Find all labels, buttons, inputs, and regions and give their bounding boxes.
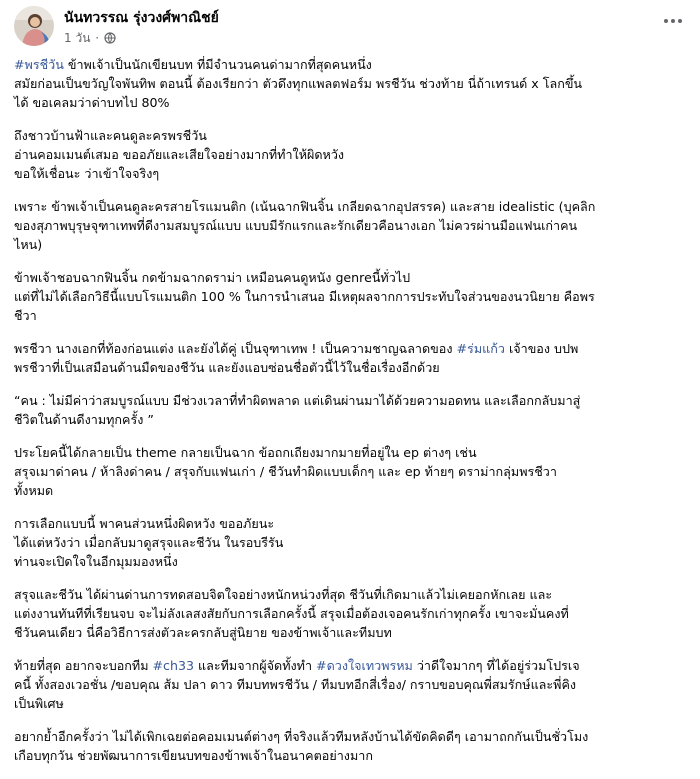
post-line (14, 391, 692, 410)
post-text: ขอให้เชื่อนะ ว่าเข้าใจจริงๆ (14, 166, 160, 181)
post-text: ไหน) (14, 237, 43, 252)
post-time[interactable]: 1 วัน (64, 31, 91, 45)
post-text: สรุจเมาด่าคน / ห้าลิงด่าคน / สรุจกับแฟนเก่า / ชีวันทำผิดแบบเด็กๆ และ ep ท้ายๆ ดราม่ากลุ่มพรชีวา (14, 464, 557, 479)
post-line (14, 235, 692, 254)
post-line (14, 93, 692, 112)
post-text: ข้าพเจ้าเป็นนักเขียนบท ที่มีจำนวนคนด่ามากที่สุดคนหนึ่ง (63, 57, 372, 72)
post-paragraph (14, 126, 692, 183)
hashtag-link[interactable]: #ดวงใจเทวพรหม (316, 658, 413, 673)
post-line (14, 552, 692, 571)
post-text: ว่าดีใจมากๆ ที่ได้อยู่ร่วมโปรเจ (412, 658, 580, 673)
post-paragraph (14, 55, 692, 112)
post-paragraph (14, 268, 692, 325)
post-text: การเลือกแบบนี้ พาคนส่วนหนึ่งผิดหวัง ขออภัยนะ (14, 516, 275, 531)
post-text: ทั้งหมด (14, 483, 54, 498)
hashtag-link[interactable]: #พรชีวัน (14, 57, 64, 72)
post-line (14, 268, 692, 287)
post-paragraph (14, 656, 692, 713)
post-text: ชีวิตในด้านดีงามทุกครั้ง ” (14, 412, 154, 427)
post-line (14, 727, 692, 746)
post-text: พรชีวาที่เป็นเสมือนด้านมืดของชีวัน และยังแอบซ่อนชื่อตัวนี้ไว้ในชื่อเรื่องอีกด้วย (14, 360, 440, 375)
post-line (14, 604, 692, 623)
hashtag-link[interactable]: #ร่มแก้ว (456, 341, 505, 356)
post-line (14, 55, 692, 74)
post-body (14, 55, 692, 779)
post-line (14, 126, 692, 145)
post-line (14, 694, 692, 713)
post-text: ประโยคนี้ได้กลายเป็น theme กลายเป็นฉาก ข้อถกเถียงมากมายที่อยู่ใน ep ต่างๆ เช่น (14, 445, 477, 460)
post-text: แต่งงานทันทีที่เรียนจบ จะไม่ลังเลสงสัยกับการเลือกครั้งนี้ สรุจเมื่อต้องเจอคนรักเก่าทุกครั้ง เขาจะมั่นคงที่ (14, 606, 569, 621)
post-line (14, 656, 692, 675)
post-line (14, 145, 692, 164)
post-line (14, 481, 692, 500)
post-text: อยากย้ำอีกครั้งว่า ไม่ได้เพิกเฉยต่อคอมเมนต์ต่างๆ ที่จริงแล้วทีมหลังบ้านได้ขัดคิดดีๆ เอามาถกกันเป็นชั่วโมง (14, 729, 589, 744)
post-line (14, 623, 692, 642)
post-line (14, 585, 692, 604)
post-text: เพราะ ข้าพเจ้าเป็นคนดูละครสายโรแมนติก (เน้นฉากฟินจิ้น เกลียดฉากอุปสรรค) และสาย idealistic (บุคลิก (14, 199, 596, 214)
post-text: ของสุภาพบุรุษจุฑาเทพที่ดีงามสมบูรณ์แบบ แบบมีรักแรกและรักเดียวคือนางเอก ไม่ควรผ่านมือแฟนเก่าคน (14, 218, 578, 233)
post-line (14, 74, 692, 93)
post-text: พรชีวา นางเอกที่ท้องก่อนแต่ง และยังได้คู่ เป็นจุฑาเทพ ! เป็นความชาญฉลาดของ (14, 341, 457, 356)
post-text: เกือบทุกวัน ช่วยพัฒนาการเขียนบทของข้าพเจ้าในอนาคตอย่างมาก (14, 748, 373, 763)
post-paragraph (14, 585, 692, 642)
post-line (14, 410, 692, 429)
post-line (14, 462, 692, 481)
post-meta (64, 30, 116, 48)
post-text: ชีวา (14, 308, 37, 323)
post-line (14, 306, 692, 325)
post-text: แต่ที่ไม่ได้เลือกวิธีนี้แบบโรแมนติก 100 % ในการนำเสนอ มีเหตุผลจากการประทับใจส่วนของนวนิยาย คือพร (14, 289, 595, 304)
post-paragraph (14, 443, 692, 500)
post-text: คนี้ ทั้งสองเวอชั่น /ขอบคุณ ส้ม ปลา ดาว ทีมบทพรชีวัน / ทีมบทอีกสี่เรื่อง/ กราบขอบคุณพี่สมรักษ์และพี่คิง (14, 677, 577, 692)
post-text: ท้ายที่สุด อยากจะบอกทีม (14, 658, 153, 673)
post-line (14, 675, 692, 694)
avatar[interactable] (14, 6, 54, 46)
post-paragraph (14, 727, 692, 765)
post-line (14, 164, 692, 183)
avatar-image (14, 6, 54, 46)
post-text: สรุจและชีวัน ได้ผ่านด่านการทดสอบจิตใจอย่างหนักหน่วงที่สุด ชีวันที่เกิดมาแล้วไม่เคยอกหักเลย และ (14, 587, 553, 602)
post-text: เป็นพิเศษ (14, 696, 64, 711)
post-text: “คน : ไม่มีค่าว่าสมบูรณ์แบบ มีช่วงเวลาที่ทำผิดพลาด แต่เดินผ่านมาได้ด้วยความอดทน และเลือกกลับมาสู่ (14, 393, 581, 408)
post-line (14, 514, 692, 533)
post-text: เจ้าของ บปพ (504, 341, 579, 356)
post-paragraph (14, 197, 692, 254)
post-paragraph (14, 339, 692, 377)
post-text: อ่านคอมเมนต์เสมอ ขออภัยและเสียใจอย่างมากที่ทำให้ผิดหวัง (14, 147, 345, 162)
post-line (14, 746, 692, 765)
post-text: และทีมจากผู้จัดทั้งทำ (193, 658, 317, 673)
author-name[interactable]: นันทวรรณ รุ่งวงศ์พาณิชย์ (64, 10, 219, 26)
post-line (14, 197, 692, 216)
post-text: ท่านจะเปิดใจในอีกมุมมองหนึ่ง (14, 554, 178, 569)
more-options-icon[interactable] (658, 10, 688, 32)
post-paragraph (14, 514, 692, 571)
post-text: ได้แต่หวังว่า เมื่อกลับมาดูสรุจและชีวัน ในรอบรีรัน (14, 535, 284, 550)
globe-icon[interactable] (104, 32, 116, 48)
post-line (14, 216, 692, 235)
post-line (14, 443, 692, 462)
post-line (14, 287, 692, 306)
post-text: สมัยก่อนเป็นขวัญใจพันทิพ ตอนนี้ ต้องเรียกว่า ตัวดึงทุกแพลตฟอร์ม พรชีวัน ช่วงท้าย นี่ถ้าเทรนด์ x โลกขึ้น (14, 76, 583, 91)
meta-separator: · (95, 31, 100, 45)
post-line (14, 533, 692, 552)
post-paragraph (14, 391, 692, 429)
post-text: ชีวันคนเดียว นี่คือวิธีการส่งตัวละครกลับสู่นิยาย ของข้าพเจ้าและทีมบท (14, 625, 392, 640)
post-text: ได้ ขอเคลมว่าด่าบทไป 80% (14, 95, 170, 110)
post-line (14, 339, 692, 358)
post-text: ถึงชาวบ้านฟ้าและคนดูละครพรชีวัน (14, 128, 207, 143)
post-text: ข้าพเจ้าชอบฉากฟินจิ้น กดข้ามฉากดราม่า เหมือนคนดูหนัง genreนี้ทั่วไป (14, 270, 411, 285)
post-line (14, 358, 692, 377)
hashtag-link[interactable]: #ch33 (152, 658, 194, 673)
